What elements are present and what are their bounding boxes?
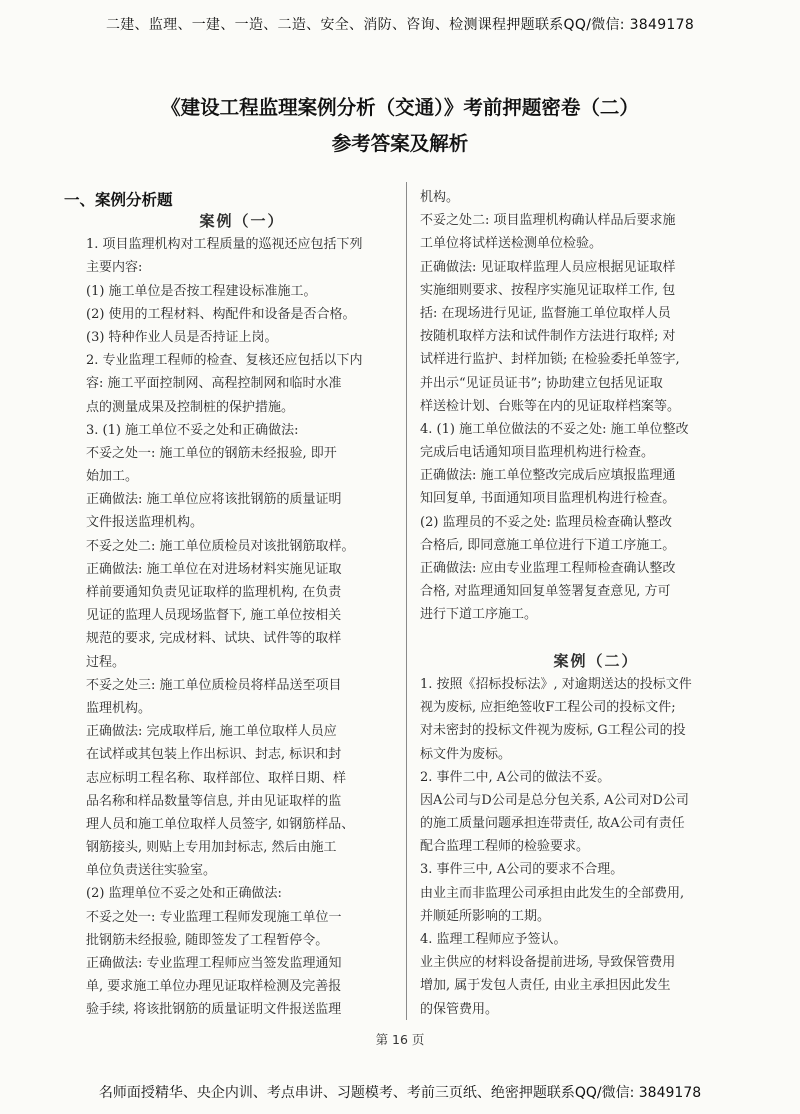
text-line: 钢筋接头, 则贴上专用加封标志, 然后由施工 — [86, 840, 337, 856]
text-line: 正确做法: 完成取样后, 施工单位取样人员应 — [86, 724, 337, 740]
text-line: 合格, 对监理通知回复单签署复查意见, 方可 — [420, 584, 671, 600]
text-line: 1. 按照《招标投标法》, 对逾期送达的投标文件 — [420, 676, 692, 692]
text-line: (3) 特种作业人员是否持证上岗。 — [86, 329, 278, 345]
text-line: 视为废标, 应拒绝签收F工程公司的投标文件; — [420, 700, 676, 716]
text-line: 的施工质量问题承担连带责任, 故A公司有责任 — [420, 816, 685, 832]
case-heading: 案例（一） — [199, 212, 285, 230]
text-line: (1) 施工单位是否按工程建设标准施工。 — [86, 283, 317, 299]
text-line: 合格后, 即同意施工单位进行下道工序施工。 — [420, 537, 676, 553]
text-line: 正确做法: 见证取样监理人员应根据见证取样 — [420, 259, 676, 275]
text-line: (2) 监理员的不妥之处: 监理员检查确认整改 — [420, 514, 673, 530]
text-line: 按随机取样方法和试件制作方法进行取样; 对 — [420, 329, 676, 345]
column-divider — [406, 182, 407, 1020]
text-line: 并顺延所影响的工期。 — [420, 908, 551, 924]
text-line: 实施细则要求、按程序实施见证取样工作, 包 — [420, 282, 676, 298]
text-line: 不妥之处二: 项目监理机构确认样品后要求施 — [420, 213, 676, 229]
text-line: 增加, 属于发包人责任, 由业主承担因此发生 — [420, 978, 671, 994]
right-column — [420, 186, 772, 1021]
text-line: 2. 事件二中, A公司的做法不妥。 — [420, 769, 611, 785]
text-line: 样前要通知负责见证取样的监理机构, 在负责 — [86, 585, 342, 600]
text-line: 文件报送监理机构。 — [86, 515, 204, 531]
left-column — [86, 210, 398, 1022]
text-line: 正确做法: 应由专业监理工程师检查确认整改 — [420, 561, 676, 576]
text-line: 并出示“见证员证书”; 协助建立包括见证取 — [420, 375, 663, 391]
text-line: 知回复单, 书面通知项目监理机构进行检查。 — [420, 491, 676, 507]
text-line: 1. 项目监理机构对工程质量的巡视还应包括下列 — [86, 237, 363, 253]
text-line: 单, 要求施工单位办理见证取样检测及完善报 — [86, 979, 342, 995]
text-line: 规范的要求, 完成材料、试块、试件等的取样 — [86, 631, 342, 647]
bottom-banner: 名师面授精华、央企内训、考点串讲、习题模考、考前三页纸、绝密押题联系QQ/微信: 3849178 — [98, 1085, 702, 1101]
section-heading: 一、案例分析题 — [64, 191, 173, 209]
text-line: 批钢筋未经报验, 随即签发了工程暂停令。 — [86, 932, 329, 948]
text-line: 由业主而非监理公司承担由此发生的全部费用, — [420, 885, 685, 901]
text-line: 正确做法: 施工单位整改完成后应填报监理通 — [420, 468, 676, 484]
text-line: 因A公司与D公司是总分包关系, A公司对D公司 — [420, 792, 689, 808]
text-line: 不妥之处三: 施工单位质检员将样品送至项目 — [86, 677, 342, 693]
text-line: 见证的监理人员现场监督下, 施工单位按相关 — [86, 608, 342, 624]
text-line: 3. 事件三中, A公司的要求不合理。 — [420, 862, 624, 878]
document-title: 《建设工程监理案例分析（交通）》考前押题密卷（二） — [161, 96, 639, 119]
text-line: 4. (1) 施工单位做法的不妥之处: 施工单位整改 — [420, 421, 689, 437]
text-line: 容: 施工平面控制网、高程控制网和临时水准 — [86, 376, 342, 392]
text-line: 括: 在现场进行见证, 监督施工单位取样人员 — [420, 305, 671, 321]
page-number: 第 16 页 — [375, 1032, 425, 1047]
text-line: 理人员和施工单位取样人员签字, 如钢筋样品、 — [86, 816, 355, 832]
text-line: 对未密封的投标文件视为废标, G工程公司的投 — [420, 723, 686, 739]
text-line: 不妥之处一: 专业监理工程师发现施工单位一 — [86, 909, 342, 925]
text-line: 2. 专业监理工程师的检查、复核还应包括以下内 — [86, 353, 363, 369]
text-line: 在试样或其包装上作出标识、封志, 标识和封 — [86, 747, 342, 763]
text-line: 不妥之处二: 施工单位质检员对该批钢筋取样。 — [86, 538, 355, 554]
text-line: 进行下道工序施工。 — [420, 607, 538, 623]
text-line: 不妥之处一: 施工单位的钢筋未经报验, 即开 — [86, 445, 337, 461]
text-line: 试样进行监护、封样加锁; 在检验委托单签字, — [420, 352, 680, 368]
text-line: (2) 使用的工程材料、构配件和设备是否合格。 — [86, 306, 356, 322]
text-line: 始加工。 — [86, 469, 139, 485]
text-line: 配合监理工程师的检验要求。 — [420, 839, 590, 855]
text-line: (2) 监理单位不妥之处和正确做法: — [86, 886, 282, 902]
text-line: 的保管费用。 — [420, 1001, 499, 1017]
text-line: 工单位将试样送检测单位检验。 — [420, 236, 603, 252]
text-line: 样送检计划、台账等在内的见证取样档案等。 — [420, 398, 681, 414]
text-line: 业主供应的材料设备提前进场, 导致保管费用 — [420, 955, 676, 971]
text-line: 正确做法: 施工单位在对进场材料实施见证取 — [86, 561, 342, 577]
top-banner: 二建、监理、一建、一造、二造、安全、消防、咨询、检测课程押题联系QQ/微信: 3849178 — [105, 17, 695, 33]
text-line: 单位负责送往实验室。 — [86, 863, 217, 879]
text-line: 验手续, 将该批钢筋的质量证明文件报送监理 — [86, 1002, 342, 1018]
text-line: 3. (1) 施工单位不妥之处和正确做法: — [86, 422, 299, 438]
text-line: 点的测量成果及控制桩的保护措施。 — [86, 399, 295, 415]
text-line: 正确做法: 专业监理工程师应当签发监理通知 — [86, 956, 342, 971]
text-line: 完成后电话通知项目监理机构进行检查。 — [420, 445, 655, 461]
text-line — [420, 627, 772, 650]
text-line: 志应标明工程名称、取样部位、取样日期、样 — [86, 770, 347, 786]
text-line: 4. 监理工程师应予签认。 — [420, 932, 567, 947]
text-line: 机构。 — [420, 190, 460, 205]
text-line: 正确做法: 施工单位应将该批钢筋的质量证明 — [86, 492, 342, 508]
text-line: 品名称和样品数量等信息, 并由见证取样的监 — [86, 793, 342, 809]
text-line: 标文件为废标。 — [420, 746, 512, 762]
document-subtitle: 参考答案及解析 — [331, 132, 469, 155]
text-line: 过程。 — [86, 654, 126, 670]
text-line: 主要内容: — [86, 260, 143, 276]
text-line: 监理机构。 — [86, 700, 152, 716]
case-heading: 案例（二） — [553, 651, 639, 670]
